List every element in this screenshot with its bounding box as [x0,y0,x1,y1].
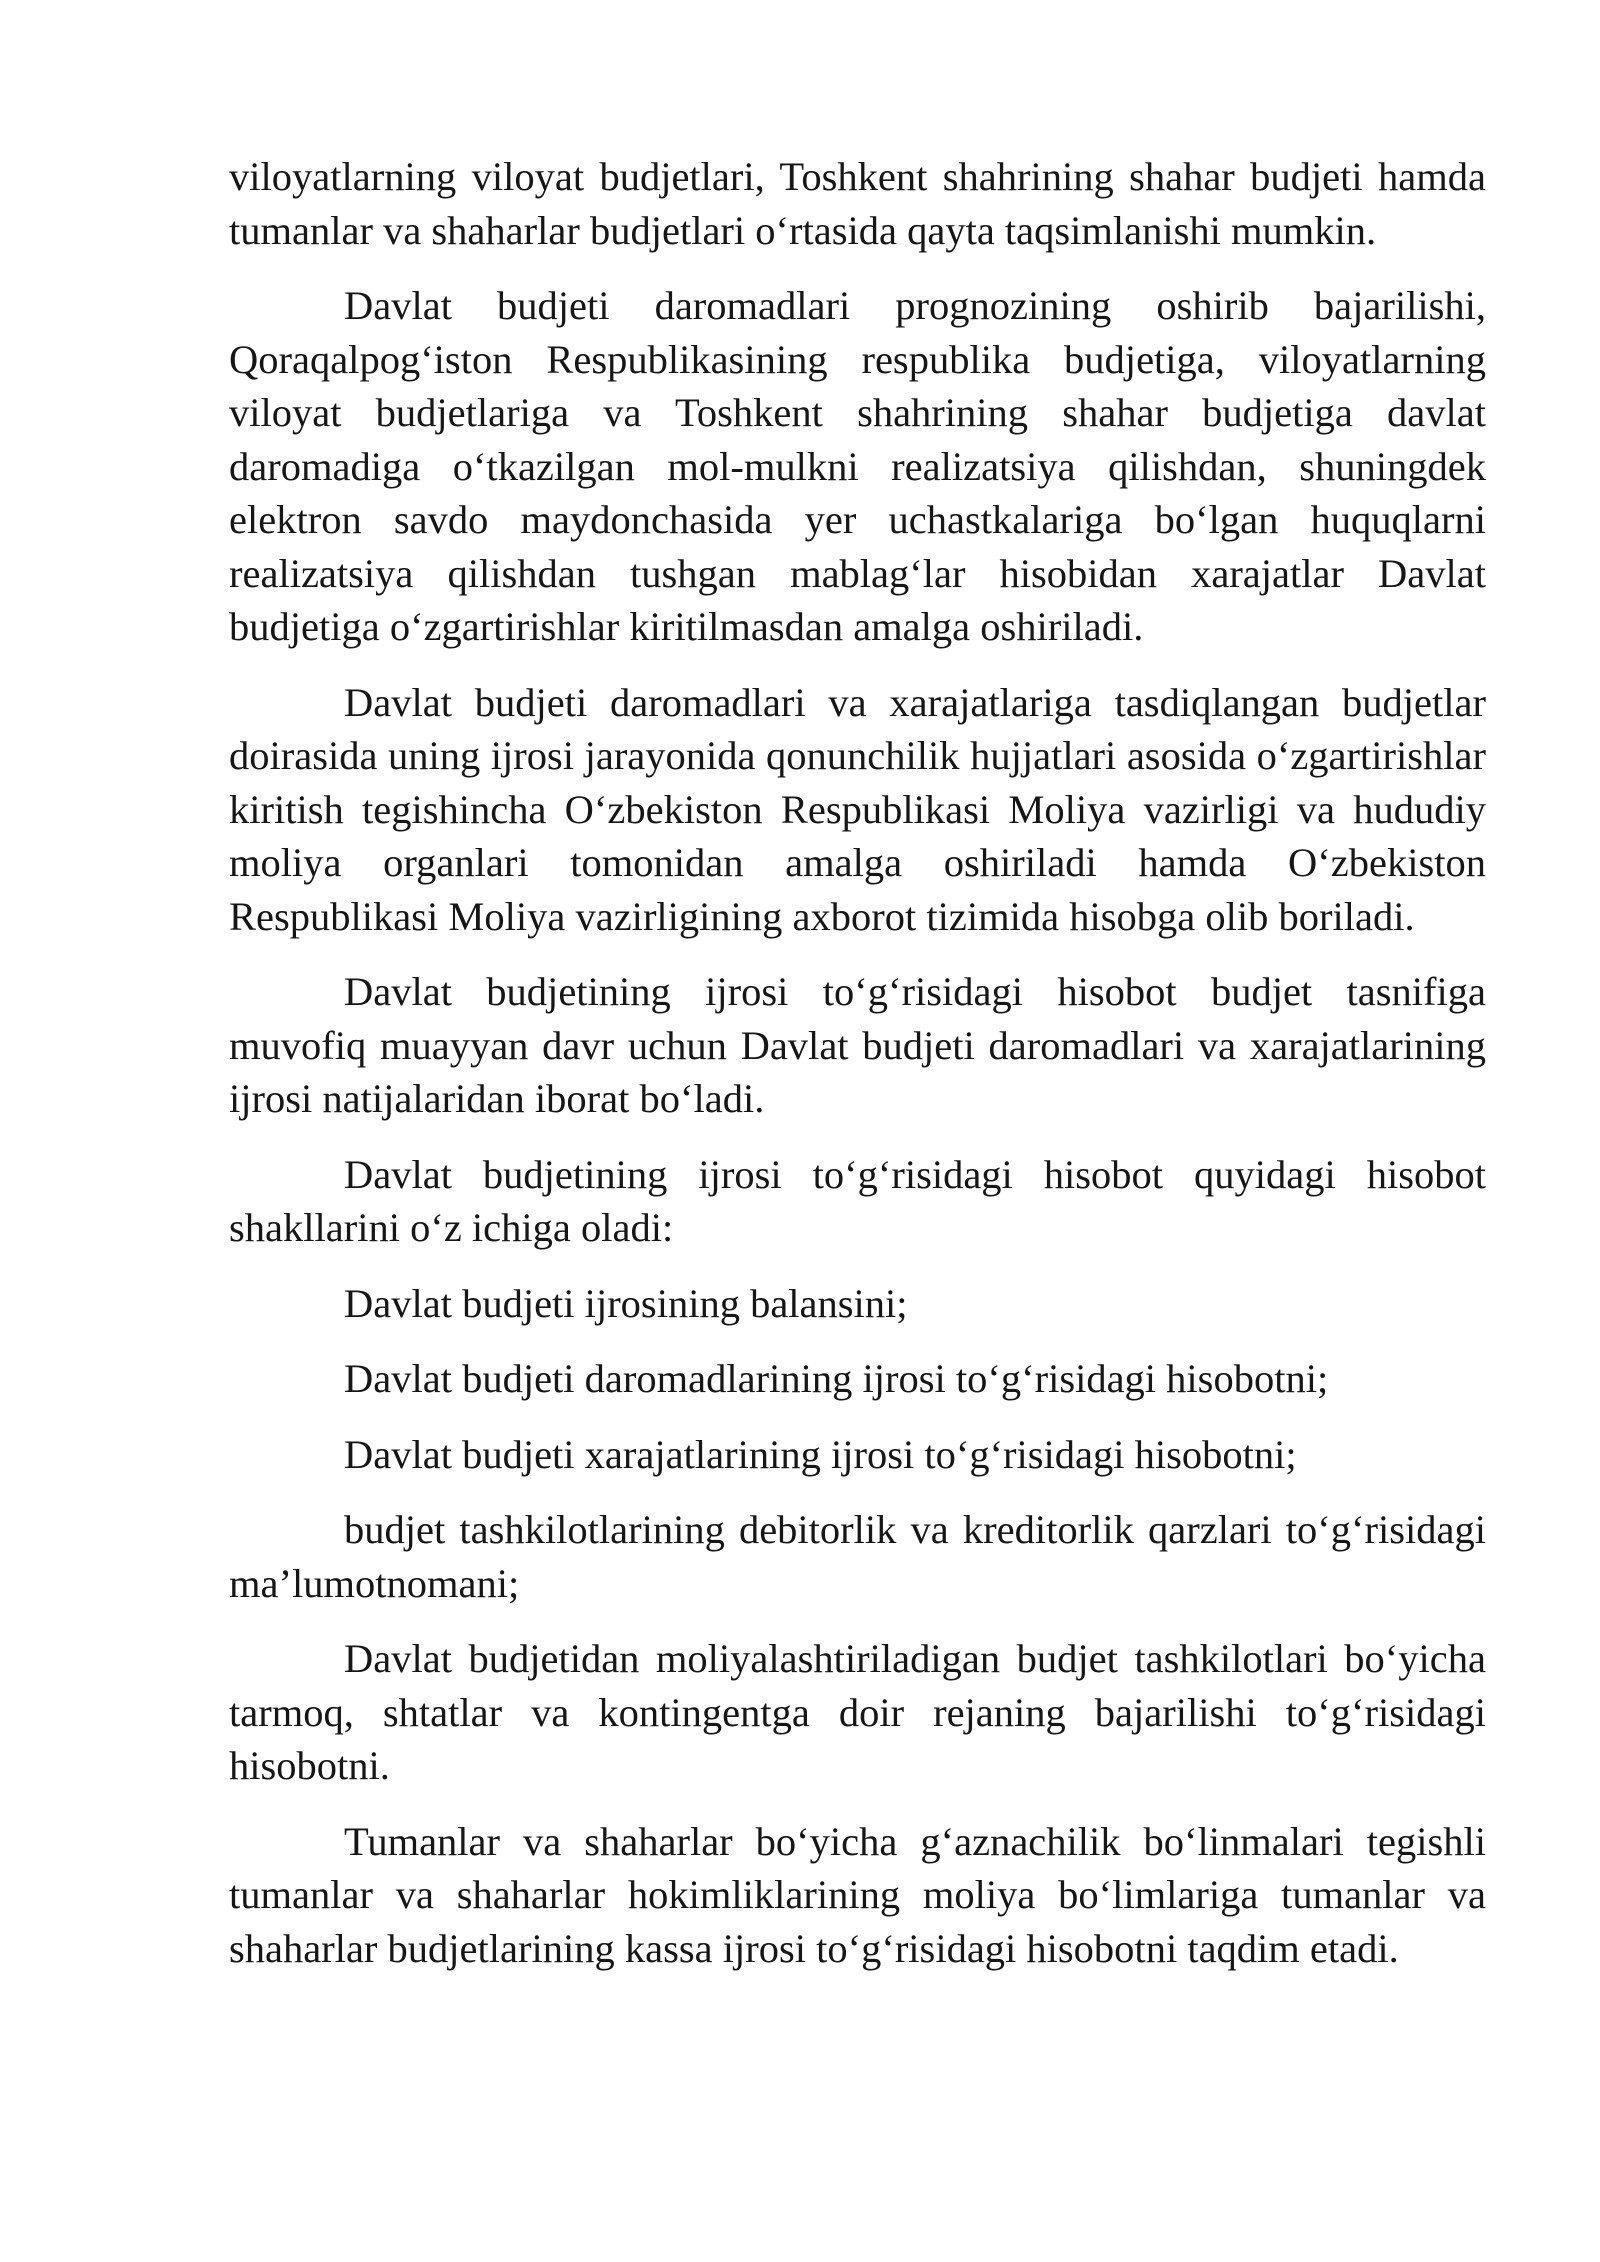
paragraph-execution-report: Davlat budjetining ijrosi to‘g‘risidagi hisobot budjet tasnifiga muvofiq muayyan davr uchun Davlat budjeti daromadlari va xarajatlarining ijrosi natijalaridan iborat bo‘ladi. [229,969,1486,1121]
list-item-expenditure-report: Davlat budjeti xarajatlarining ijrosi to‘g‘risidagi hisobotni; [344,1431,1297,1477]
list-item-balance: Davlat budjeti ijrosining balansini; [344,1280,908,1326]
list-item-revenue-report: Davlat budjeti daromadlarining ijrosi to‘g‘risidagi hisobotni; [344,1356,1329,1401]
paragraph-budget-overfulfillment: Davlat budjeti daromadlari prognozining oshirib bajarilishi, Qoraqalpog‘iston Respublikasining respublika budjetiga, viloyatlarning viloyat budjetlariga va Toshkent shahrining shahar budjetiga davlat daromadiga o‘tkazilgan mol-mulkni realizatsiya qilishdan, shuningdek elektron savdo maydonchasida yer uchastkalariga bo‘lgan huquqlarni realizatsiya qilishdan tushgan mablag‘lar hisobidan xarajatlar Davlat budjetiga o‘zgartirishlar kiritilmasdan amalga oshiriladi. [229,283,1486,649]
paragraph-report-forms-intro: Davlat budjetining ijrosi to‘g‘risidagi hisobot quyidagi hisobot shakllarini o‘z ichiga oladi: [229,1151,1486,1250]
list-item-staffing-report: Davlat budjetidan moliyalashtiriladigan budjet tashkilotlari bo‘yicha tarmoq, shtatlar va kontingentga doir rejaning bajarilishi to‘g‘risidagi hisobotni. [229,1636,1486,1788]
list-item-debts-reference: budjet tashkilotlarining debitorlik va kreditorlik qarzlari to‘g‘risidagi ma’lumotnomani; [229,1507,1486,1606]
paragraph-treasury-reporting: Tumanlar va shaharlar bo‘yicha g‘aznachilik bo‘linmalari tegishli tumanlar va shaharlar hokimliklarining moliya bo‘limlariga tumanlar va shaharlar budjetlarining kassa ijrosi to‘g‘risidagi hisobotni taqdim etadi. [229,1818,1486,1971]
paragraph-continuation: viloyatlarning viloyat budjetlari, Toshkent shahrining shahar budjeti hamda tumanlar va shaharlar budjetlari o‘rtasida qayta taqsimlanishi mumkin. [229,154,1486,253]
document-body [229,150,1486,1975]
paragraph-budget-changes: Davlat budjeti daromadlari va xarajatlariga tasdiqlangan budjetlar doirasida uning ijrosi jarayonida qonunchilik hujjatlari asosida o‘zgartirishlar kiritish tegishincha O‘zbekiston Respublikasi Moliya vazirligi va hududiy moliya organlari tomonidan amalga oshiriladi hamda O‘zbekiston Respublikasi Moliya vazirligining axborot tizimida hisobga olib boriladi. [229,679,1486,939]
